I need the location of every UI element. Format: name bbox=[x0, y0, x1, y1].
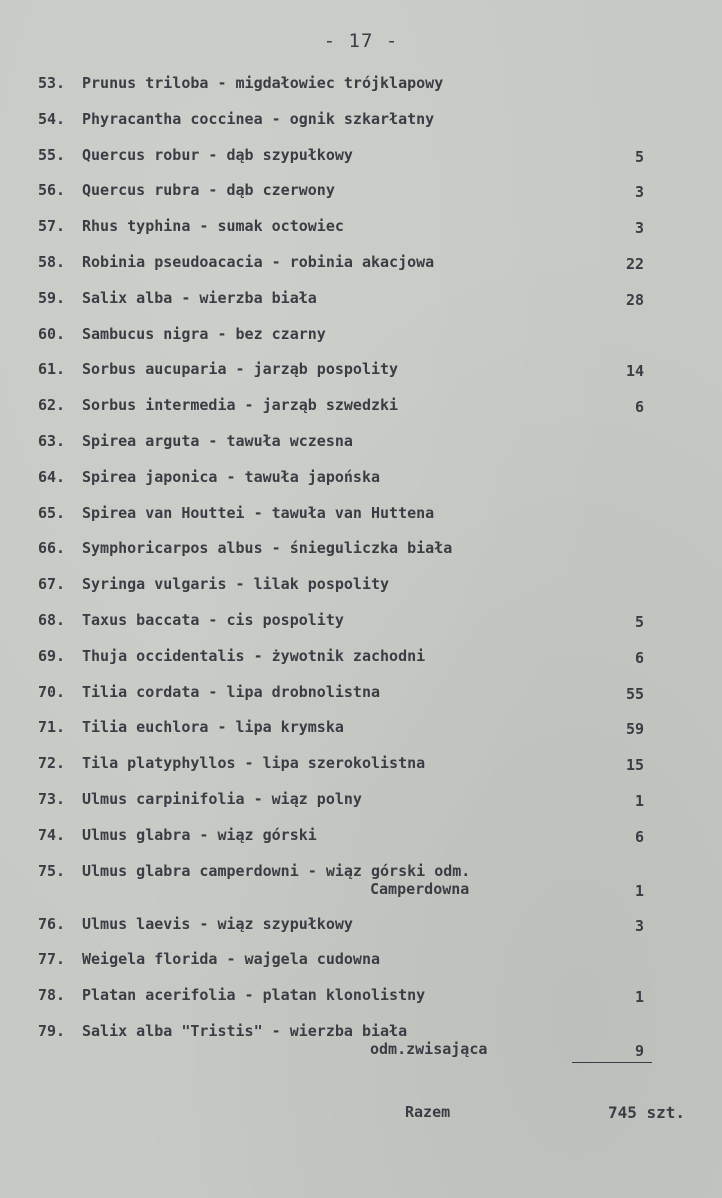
entry-name: Weigela florida - wajgela cudowna bbox=[82, 950, 381, 969]
entry-quantity: 3 bbox=[634, 183, 644, 202]
list-item bbox=[0, 392, 722, 428]
entry-name: Ulmus glabra - wiąz górski bbox=[82, 825, 317, 844]
entry-number: 71. bbox=[38, 718, 66, 737]
entry-quantity: 59 bbox=[625, 720, 644, 739]
entry-name: Symphoricarpos albus - śnieguliczka biała bbox=[82, 539, 453, 558]
list-item bbox=[0, 535, 722, 571]
plant-list bbox=[0, 70, 722, 1071]
entry-number: 53. bbox=[38, 74, 66, 92]
list-item bbox=[0, 607, 722, 643]
entry-name: Quercus robur - dąb szypułkowy bbox=[82, 145, 353, 164]
entry-quantity: 55 bbox=[625, 684, 644, 703]
list-item bbox=[0, 428, 722, 464]
entry-number: 58. bbox=[38, 252, 66, 271]
list-item bbox=[0, 982, 722, 1018]
entry-quantity: 1 bbox=[634, 881, 644, 900]
entry-name: Spirea arguta - tawuła wczesna bbox=[82, 431, 353, 450]
entry-quantity: 6 bbox=[634, 648, 644, 667]
entry-name: Robinia pseudoacacia - robinia akacjowa bbox=[82, 252, 435, 271]
list-item bbox=[0, 750, 722, 786]
entry-number: 79. bbox=[38, 1021, 66, 1040]
list-item bbox=[0, 249, 722, 285]
entry-name-continuation: Camperdowna bbox=[370, 879, 470, 898]
entry-number: 77. bbox=[38, 950, 66, 969]
list-item bbox=[0, 285, 722, 321]
entry-name-continuation: odm.zwisająca bbox=[370, 1039, 488, 1058]
entry-number: 76. bbox=[38, 914, 66, 933]
entry-number: 69. bbox=[38, 646, 66, 665]
entry-number: 55. bbox=[38, 145, 66, 164]
entry-number: 63. bbox=[38, 431, 66, 450]
entry-name: Platan acerifolia - platan klonolistny bbox=[82, 986, 426, 1005]
list-item bbox=[0, 911, 722, 947]
entry-number: 68. bbox=[38, 610, 66, 629]
entry-number: 56. bbox=[38, 181, 66, 200]
entry-quantity: 1 bbox=[634, 791, 644, 810]
entry-name: Sorbus aucuparia - jarząb pospolity bbox=[82, 360, 399, 379]
entry-name: Phyracantha coccinea - ognik szkarłatny bbox=[82, 109, 435, 128]
entry-name: Tila platyphyllos - lipa szerokolistna bbox=[82, 754, 426, 773]
entry-number: 62. bbox=[38, 396, 66, 415]
entry-number: 54. bbox=[38, 109, 66, 128]
list-item bbox=[0, 464, 722, 500]
entry-name: Salix alba - wierzba biała bbox=[82, 288, 317, 307]
entry-number: 74. bbox=[38, 825, 66, 844]
list-item bbox=[0, 356, 722, 392]
entry-name: Thuja occidentalis - żywotnik zachodni bbox=[82, 646, 426, 665]
entry-name: Ulmus carpinifolia - wiąz polny bbox=[82, 789, 362, 808]
list-item bbox=[0, 321, 722, 357]
entry-name: Ulmus laevis - wiąz szypułkowy bbox=[82, 914, 353, 933]
entry-quantity: 3 bbox=[634, 916, 644, 935]
entry-name: Taxus baccata - cis pospolity bbox=[82, 610, 344, 629]
list-item bbox=[0, 714, 722, 750]
entry-name: Spirea japonica - tawuła japońska bbox=[82, 467, 381, 486]
list-item bbox=[0, 643, 722, 679]
list-item bbox=[0, 213, 722, 249]
entry-name: Prunus triloba - migdałowiec trójklapowy bbox=[82, 74, 444, 92]
list-item bbox=[0, 142, 722, 178]
entry-quantity: 14 bbox=[625, 362, 644, 381]
list-item bbox=[0, 1018, 722, 1071]
entry-number: 65. bbox=[38, 503, 66, 522]
page-number: - 17 - bbox=[323, 30, 399, 52]
list-item bbox=[0, 946, 722, 982]
entry-quantity: 15 bbox=[625, 756, 644, 775]
list-item bbox=[0, 679, 722, 715]
entry-name: Sambucus nigra - bez czarny bbox=[82, 324, 326, 343]
entry-number: 59. bbox=[38, 288, 66, 307]
entry-number: 64. bbox=[38, 467, 66, 486]
list-item bbox=[0, 571, 722, 607]
entry-name: Spirea van Houttei - tawuła van Huttena bbox=[82, 503, 435, 522]
entry-quantity: 6 bbox=[634, 398, 644, 417]
entry-number: 73. bbox=[38, 789, 66, 808]
entry-quantity: 3 bbox=[634, 219, 644, 238]
entry-quantity: 5 bbox=[634, 147, 644, 166]
entry-number: 67. bbox=[38, 575, 66, 594]
entry-quantity: 28 bbox=[625, 290, 644, 309]
entry-name: Tilia euchlora - lipa krymska bbox=[82, 718, 344, 737]
list-item bbox=[0, 822, 722, 858]
entry-number: 66. bbox=[38, 539, 66, 558]
entry-number: 72. bbox=[38, 754, 66, 773]
total-label: Razem bbox=[405, 1103, 451, 1121]
entry-quantity: 9 bbox=[634, 1041, 644, 1060]
list-item bbox=[0, 106, 722, 142]
entry-number: 61. bbox=[38, 360, 66, 379]
entry-quantity: 6 bbox=[634, 827, 644, 846]
entry-quantity: 22 bbox=[625, 254, 644, 273]
sum-rule bbox=[572, 1062, 652, 1063]
entry-number: 57. bbox=[38, 217, 66, 236]
entry-name: Tilia cordata - lipa drobnolistna bbox=[82, 682, 381, 701]
entry-number: 60. bbox=[38, 324, 66, 343]
entry-number: 78. bbox=[38, 986, 66, 1005]
list-item bbox=[0, 786, 722, 822]
entry-name: Syringa vulgaris - lilak pospolity bbox=[82, 575, 390, 594]
entry-quantity: 5 bbox=[634, 612, 644, 631]
total-value: 745 szt. bbox=[608, 1103, 686, 1122]
list-item bbox=[0, 70, 722, 106]
entry-name: Quercus rubra - dąb czerwony bbox=[82, 181, 335, 200]
entry-quantity: 1 bbox=[634, 988, 644, 1007]
entry-number: 75. bbox=[38, 861, 66, 880]
list-item bbox=[0, 858, 722, 911]
list-item bbox=[0, 177, 722, 213]
entry-name: Ulmus glabra camperdowni - wiąz górski odm. bbox=[82, 861, 471, 880]
list-item bbox=[0, 500, 722, 536]
entry-name: Sorbus intermedia - jarząb szwedzki bbox=[82, 396, 399, 415]
entry-name: Salix alba "Tristis" - wierzba biała bbox=[82, 1021, 408, 1040]
entry-name: Rhus typhina - sumak octowiec bbox=[82, 217, 344, 236]
entry-number: 70. bbox=[38, 682, 66, 701]
